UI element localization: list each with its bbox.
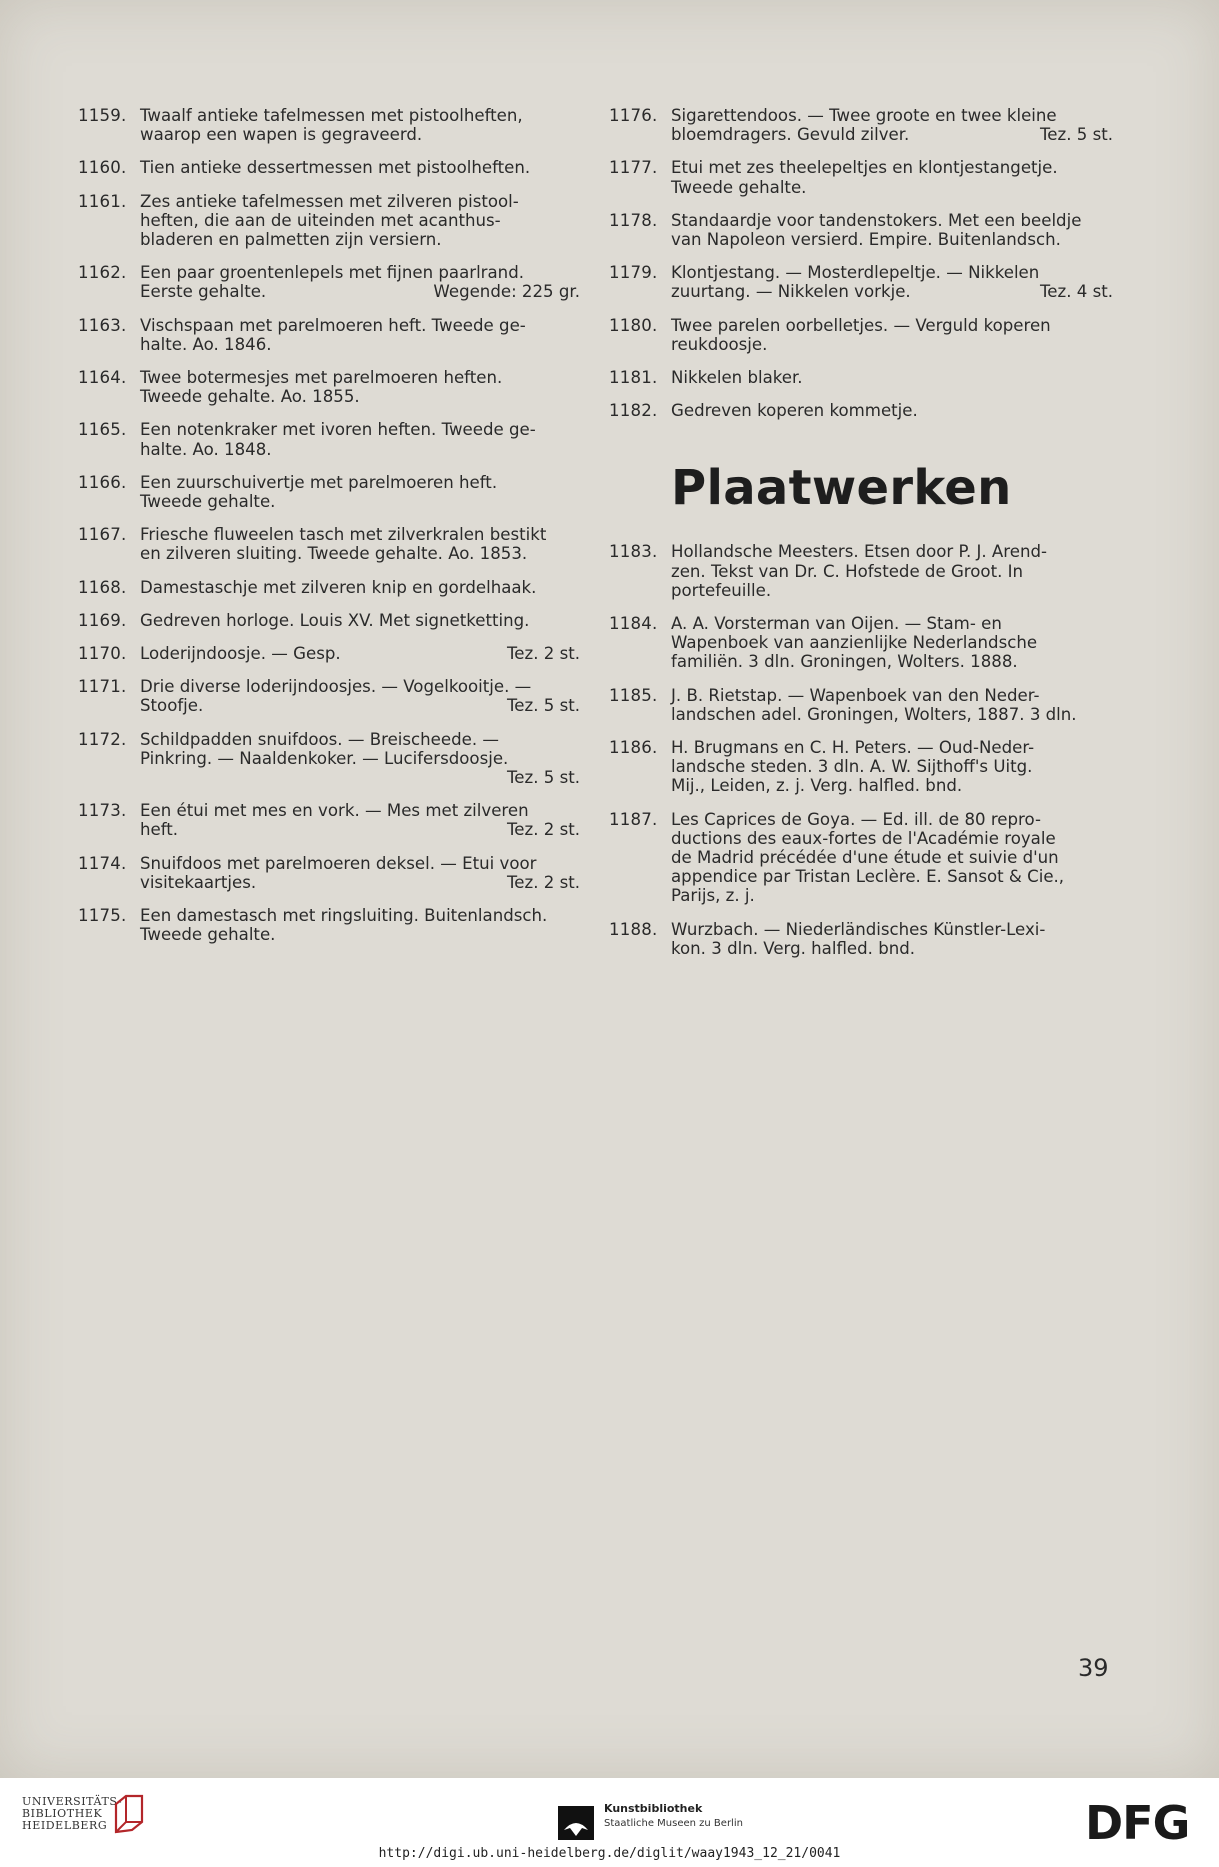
description-line: Twee parelen oorbelletjes. — Verguld koperen [671, 315, 1051, 335]
left-column [78, 106, 580, 959]
description-line: Friesche fluweelen tasch met zilverkralen bestikt [140, 525, 547, 545]
lot-number: 1175. [78, 906, 127, 926]
description-line: Etui met zes theelepeltjes en klontjestangetje. [671, 158, 1058, 178]
source-url[interactable]: http://digi.ub.uni-heidelberg.de/diglit/waay1943_12_21/0041 [378, 1846, 841, 1861]
lot-number: 1183. [609, 542, 658, 562]
lot-number: 1186. [609, 738, 658, 758]
description-line: A. A. Vorsterman van Oijen. — Stam- en [671, 614, 1002, 634]
lot-number: 1177. [609, 158, 658, 178]
description-line: kon. 3 dln. Verg. halfled. bnd. [671, 938, 916, 958]
lot-description [140, 158, 580, 177]
description-line: Tweede gehalte. [671, 177, 807, 197]
lot-number: 1184. [609, 614, 658, 634]
lot-description [671, 401, 1113, 420]
lot-number: 1166. [78, 472, 127, 492]
lot-description [671, 614, 1113, 672]
lot-description [140, 263, 580, 301]
section-title: Plaatwerken [671, 460, 1012, 517]
description-line: familiën. 3 dln. Groningen, Wolters. 1888. [671, 652, 1018, 672]
description-line: landsche steden. 3 dln. A. W. Sijthoff's Uitg. [671, 757, 1033, 777]
description-line: Snuifdoos met parelmoeren deksel. — Etui voor [140, 853, 537, 873]
description-line: Nikkelen blaker. [671, 368, 803, 388]
description-line: Pinkring. — Naaldenkoker. — Lucifersdoosje. Tez. 5 st. [140, 748, 580, 788]
lot-description [671, 920, 1113, 958]
description-line: Sigarettendoos. — Twee groote en twee kleine [671, 106, 1057, 125]
kunstbibliothek-name[interactable]: Kunstbibliothek [604, 1802, 703, 1815]
lot-description [140, 677, 580, 715]
catalog-entry [78, 578, 580, 597]
catalog-entry [78, 473, 580, 511]
uni-logo-line: HEIDELBERG [22, 1819, 108, 1832]
lot-description [671, 158, 1113, 196]
description-line: Twaalf antieke tafelmessen met pistoolheften, [140, 106, 523, 125]
description-line: H. Brugmans en C. H. Peters. — Oud-Neder- [671, 738, 1035, 758]
kunstbibliothek-subtitle: Staatliche Museen zu Berlin [604, 1818, 743, 1829]
catalog-entry [78, 801, 580, 839]
description-line: Tweede gehalte. Ao. 1855. [140, 387, 360, 407]
lot-number: 1171. [78, 677, 127, 697]
lot-description [671, 263, 1113, 301]
catalog-entry [78, 611, 580, 630]
lot-description [671, 316, 1113, 354]
description-line: zuurtang. — Nikkelen vorkje. Tez. 4 st. [671, 282, 1113, 302]
lot-number: 1173. [78, 801, 127, 821]
description-line: Tweede gehalte. [140, 925, 276, 945]
dfg-logo[interactable]: DFG [1085, 1796, 1190, 1850]
description-line: Wapenboek van aanzienlijke Nederlandsche [671, 633, 1038, 653]
lot-number: 1181. [609, 368, 658, 388]
lot-number: 1163. [78, 315, 127, 335]
catalog-entry [78, 316, 580, 354]
lot-description [140, 801, 580, 839]
right-column-lots [609, 106, 1113, 420]
description-line: Standaardje voor tandenstokers. Met een beeldje [671, 210, 1082, 230]
lot-description [140, 368, 580, 406]
catalog-entry [78, 192, 580, 250]
catalog-entry [78, 854, 580, 892]
description-line: Klontjestang. — Mosterdlepeltje. — Nikkelen [671, 263, 1040, 283]
catalog-entry [609, 401, 1113, 420]
description-line: Een paar groentenlepels met fijnen paarlrand. [140, 263, 524, 283]
lot-description [140, 854, 580, 892]
description-line: de Madrid précédée d'une étude et suivie d'un [671, 848, 1059, 868]
description-line: Stoofje. Tez. 5 st. [140, 696, 580, 716]
university-library-logo[interactable] [22, 1796, 122, 1832]
description-line: appendice par Tristan Leclère. E. Sansot & Cie., [671, 867, 1065, 887]
lot-quantity: Tez. 2 st. [506, 644, 580, 664]
description-line: halte. Ao. 1848. [140, 439, 272, 459]
lot-description [671, 686, 1113, 724]
lot-number: 1161. [78, 191, 127, 211]
catalog-entry [78, 368, 580, 406]
catalog-entry [609, 158, 1113, 196]
lot-description [671, 106, 1113, 144]
lot-quantity: Tez. 4 st. [1039, 282, 1113, 302]
lot-quantity: Tez. 5 st. [506, 768, 580, 788]
lot-number: 1178. [609, 210, 658, 230]
lot-description [140, 578, 580, 597]
lot-description [140, 473, 580, 511]
description-line: Schildpadden snuifdoos. — Breischeede. — [140, 729, 499, 749]
lot-number: 1164. [78, 368, 127, 388]
catalog-entry [78, 106, 580, 144]
lot-description [140, 316, 580, 354]
lot-number: 1188. [609, 919, 658, 939]
description-line: en zilveren sluiting. Tweede gehalte. Ao. 1853. [140, 544, 528, 564]
lot-quantity: Wegende: 225 gr. [433, 282, 580, 302]
catalog-entry [609, 263, 1113, 301]
lot-number: 1182. [609, 401, 658, 421]
lot-description [671, 738, 1113, 796]
lot-number: 1185. [609, 685, 658, 705]
right-column-books [609, 542, 1113, 958]
description-line: bloemdragers. Gevuld zilver. Tez. 5 st. [671, 125, 1113, 145]
description-line: bladeren en palmetten zijn versiern. [140, 230, 442, 250]
description-line: Drie diverse loderijndoosjes. — Vogelkooitje. — [140, 677, 532, 697]
page-number: 39 [1078, 1654, 1109, 1682]
lot-description [671, 211, 1113, 249]
catalog-entry [609, 614, 1113, 672]
lot-description [140, 192, 580, 250]
catalog-entry [609, 920, 1113, 958]
catalog-entry [78, 730, 580, 788]
lot-number: 1168. [78, 577, 127, 597]
description-line: reukdoosje. [671, 334, 768, 354]
uni-logo-line: UNIVERSITÄTS- [22, 1795, 123, 1808]
footer [0, 1778, 1219, 1867]
description-line: Damestaschje met zilveren knip en gordelhaak. [140, 577, 537, 597]
description-line: heften, die aan de uiteinden met acanthus- [140, 210, 501, 230]
lot-number: 1167. [78, 525, 127, 545]
lot-quantity: Tez. 5 st. [1039, 125, 1113, 145]
lot-number: 1172. [78, 729, 127, 749]
lot-quantity: Tez. 2 st. [506, 872, 580, 892]
lot-description [671, 542, 1113, 600]
lot-number: 1179. [609, 263, 658, 283]
lot-description [140, 611, 580, 630]
lot-number: 1169. [78, 610, 127, 630]
catalog-entry [78, 525, 580, 563]
description-line: Twee botermesjes met parelmoeren heften. [140, 368, 503, 388]
description-line: Mij., Leiden, z. j. Verg. halfled. bnd. [671, 776, 963, 796]
catalog-entry [609, 542, 1113, 600]
description-line: Hollandsche Meesters. Etsen door P. J. Arend- [671, 542, 1047, 562]
catalog-entry [78, 420, 580, 458]
lot-number: 1162. [78, 263, 127, 283]
catalog-entry [78, 906, 580, 944]
catalog-entry [78, 677, 580, 715]
description-line: Gedreven koperen kommetje. [671, 401, 918, 421]
catalog-entry [609, 316, 1113, 354]
description-line: Een zuurschuivertje met parelmoeren heft. [140, 472, 498, 492]
description-line: portefeuille. [671, 580, 772, 600]
description-line: Wurzbach. — Niederländisches Künstler-Lexi- [671, 919, 1046, 939]
description-line: J. B. Rietstap. — Wapenboek van den Neder- [671, 685, 1040, 705]
lot-number: 1170. [78, 644, 127, 664]
lot-number: 1165. [78, 420, 127, 440]
lot-number: 1180. [609, 315, 658, 335]
lot-description [140, 730, 580, 788]
uni-logo-line: BIBLIOTHEK [22, 1807, 103, 1820]
description-line: Vischspaan met parelmoeren heft. Tweede ge- [140, 315, 526, 335]
right-column [609, 106, 1113, 972]
description-line: Een étui met mes en vork. — Mes met zilveren [140, 801, 529, 821]
lot-description [671, 368, 1113, 387]
catalog-entry [78, 158, 580, 177]
lot-description [140, 906, 580, 944]
description-line: Een damestasch met ringsluiting. Buitenlandsch. [140, 906, 548, 926]
catalog-entry [78, 263, 580, 301]
description-line: Les Caprices de Goya. — Ed. ill. de 80 repro- [671, 809, 1041, 829]
description-line: heft. Tez. 2 st. [140, 820, 580, 840]
lot-quantity: Tez. 2 st. [506, 820, 580, 840]
description-line: landschen adel. Groningen, Wolters, 1887. 3 dln. [671, 704, 1077, 724]
catalog-entry [609, 738, 1113, 796]
catalog-entry [609, 211, 1113, 249]
catalog-entry [609, 810, 1113, 906]
description-line: Loderijndoosje. — Gesp. Tez. 2 st. [140, 644, 580, 664]
catalog-entry [609, 368, 1113, 387]
description-line: visitekaartjes. Tez. 2 st. [140, 872, 580, 892]
description-line: zen. Tekst van Dr. C. Hofstede de Groot. In [671, 561, 1024, 581]
lot-description [140, 644, 580, 663]
lot-number: 1176. [609, 106, 658, 125]
description-line: halte. Ao. 1846. [140, 334, 272, 354]
catalog-entry [609, 686, 1113, 724]
description-line: Eerste gehalte. Wegende: 225 gr. [140, 282, 580, 302]
lot-number: 1174. [78, 853, 127, 873]
uni-book-icon [112, 1792, 146, 1836]
description-line: Tien antieke dessertmessen met pistoolheften. [140, 158, 531, 178]
lot-description [140, 106, 580, 144]
lot-number: 1187. [609, 809, 658, 829]
description-line: waarop een wapen is gegraveerd. [140, 125, 423, 145]
catalog-entry [609, 106, 1113, 144]
lot-description [140, 420, 580, 458]
description-line: ductions des eaux-fortes de l'Académie royale [671, 828, 1056, 848]
lot-description [671, 810, 1113, 906]
description-line: Tweede gehalte. [140, 492, 276, 512]
description-line: Een notenkraker met ivoren heften. Tweede ge- [140, 420, 536, 440]
description-line: Zes antieke tafelmessen met zilveren pistool- [140, 191, 519, 211]
description-line: Parijs, z. j. [671, 886, 755, 906]
lot-description [140, 525, 580, 563]
description-line: Gedreven horloge. Louis XV. Met signetketting. [140, 610, 530, 630]
lot-quantity: Tez. 5 st. [506, 696, 580, 716]
catalog-entry [78, 644, 580, 663]
kunstbibliothek-eagle-icon [558, 1806, 594, 1840]
lot-number: 1159. [78, 106, 127, 125]
lot-number: 1160. [78, 158, 127, 178]
description-line: van Napoleon versierd. Empire. Buitenlandsch. [671, 230, 1061, 250]
